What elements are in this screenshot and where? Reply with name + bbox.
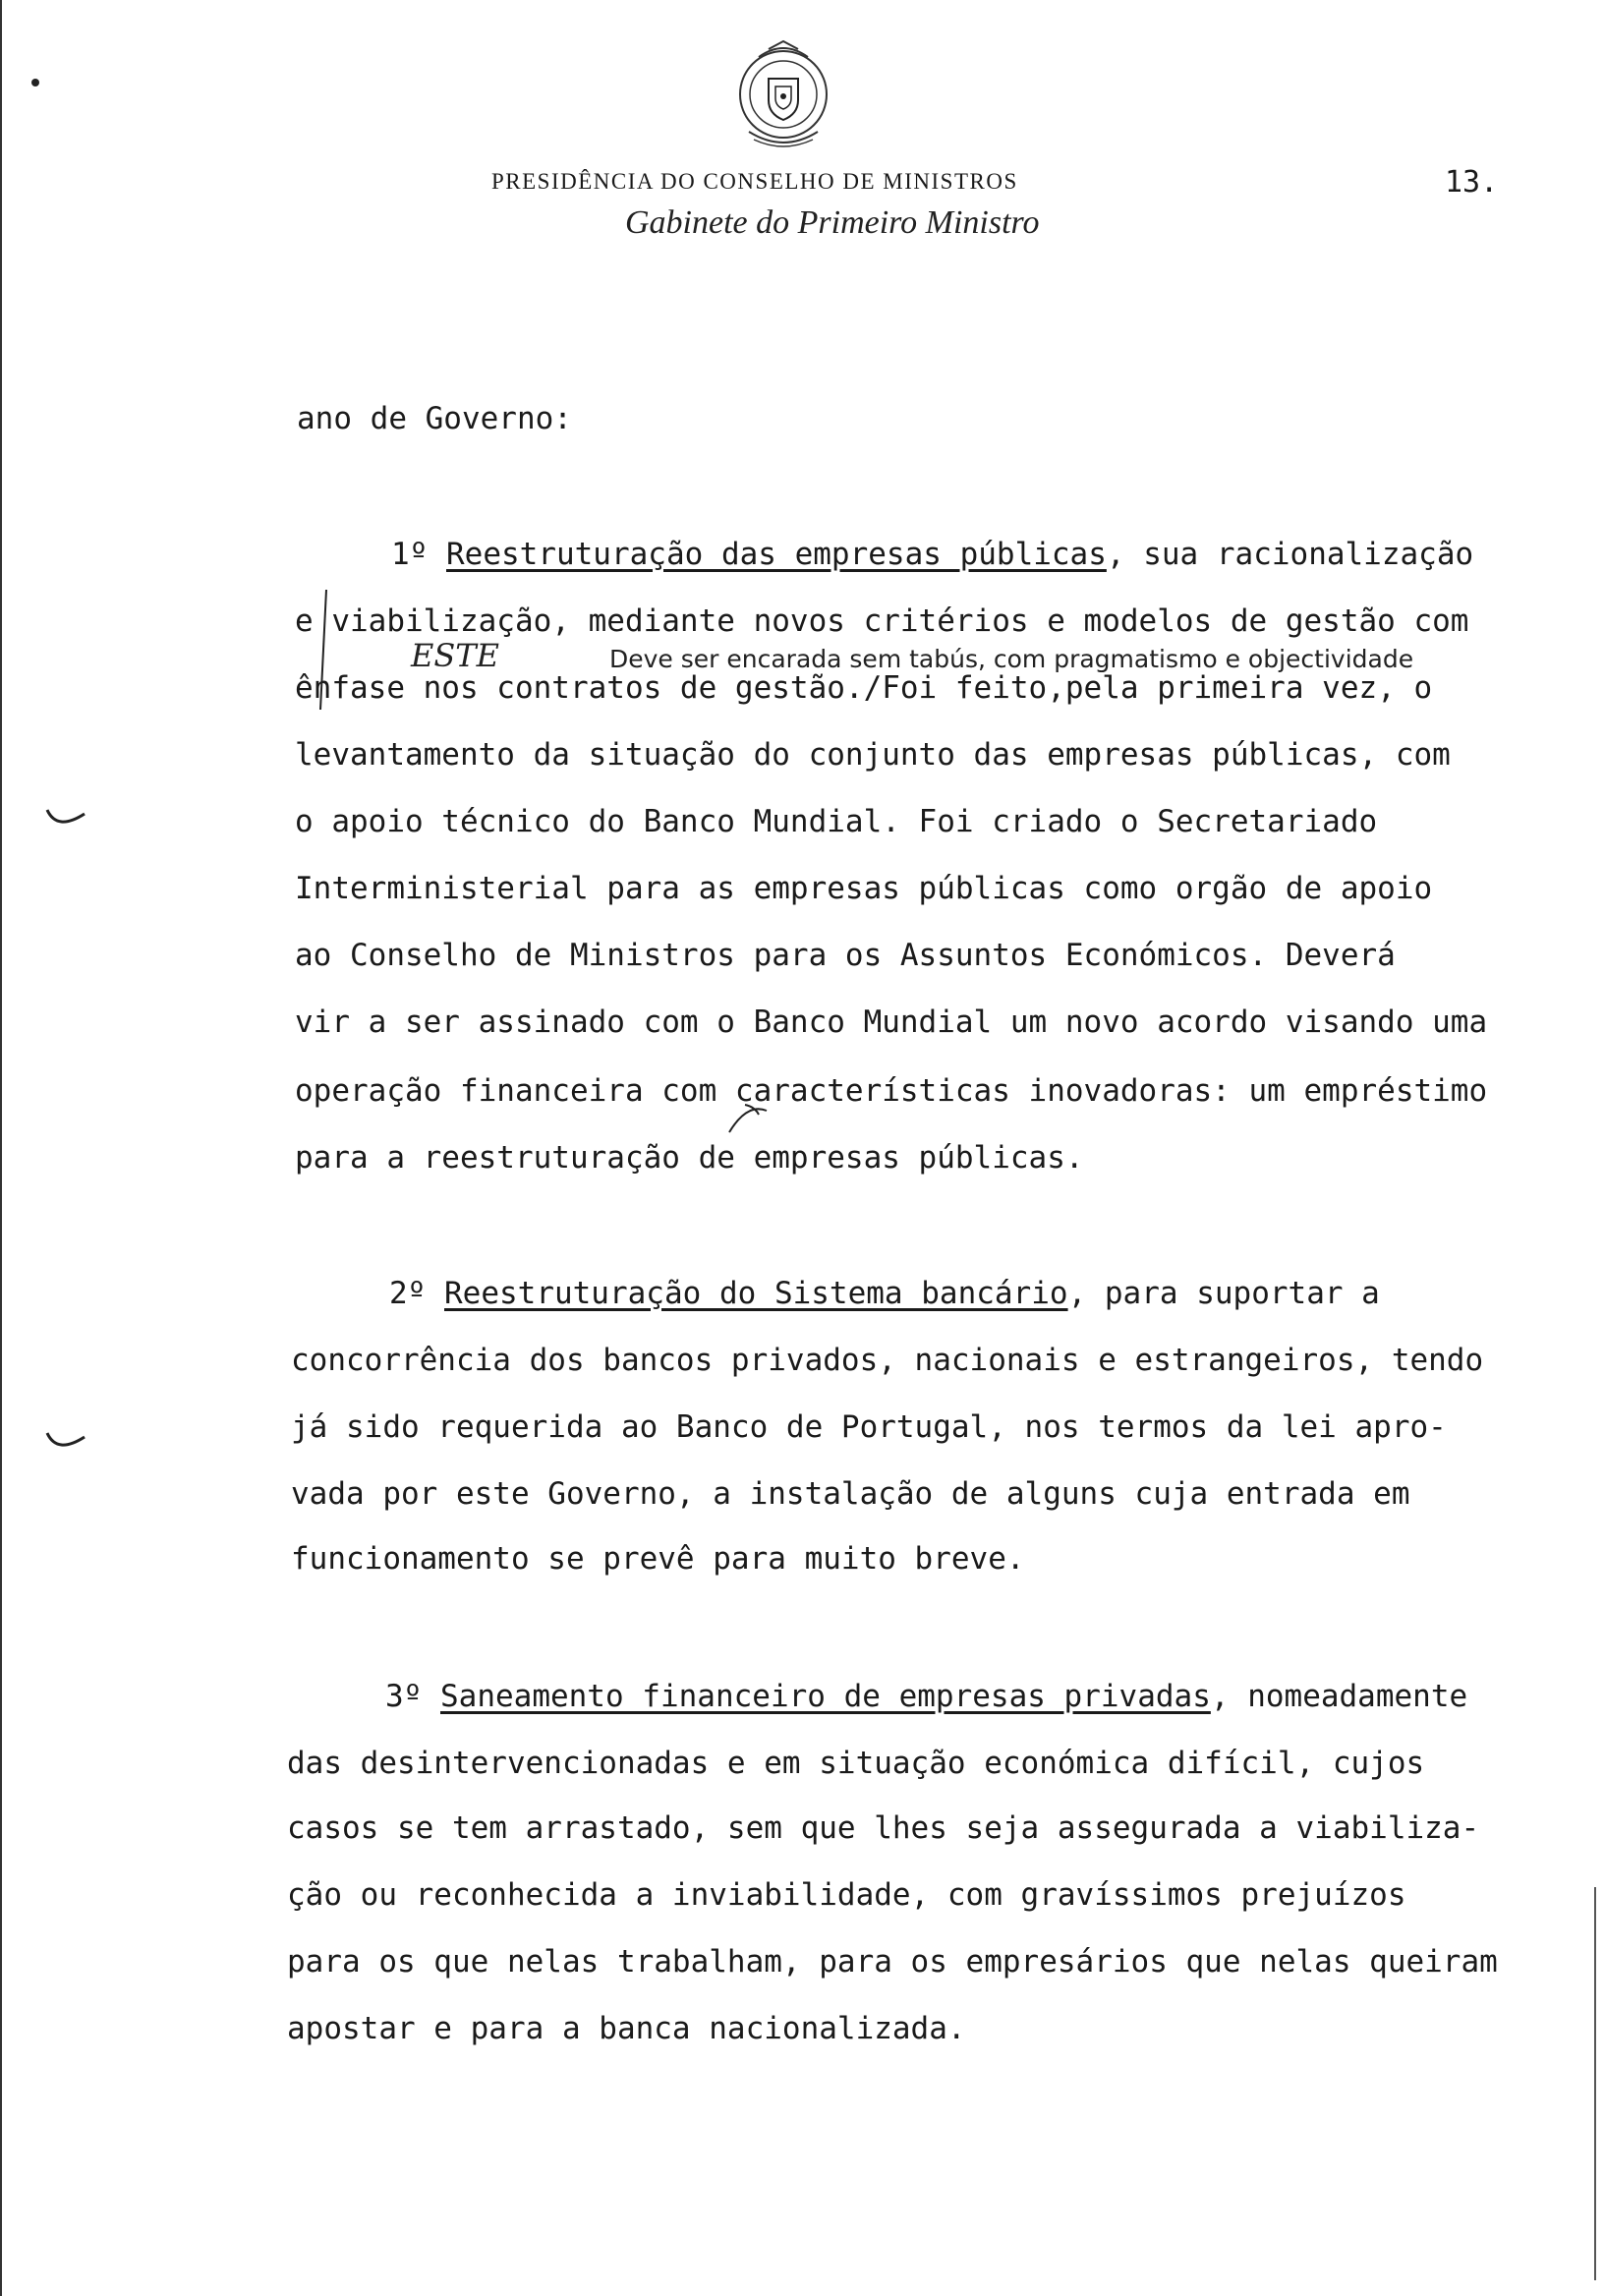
coat-of-arms-emblem [729,37,837,153]
margin-check-mark [43,804,90,833]
text-line: apostar e para a banca nacionalizada. [287,2011,966,2046]
text-line: ênfase nos contratos de gestão./Foi feito,pela primeira vez, o [295,670,1433,706]
text-line: funcionamento se prevê para muito breve. [291,1541,1025,1577]
header-title: PRESIDÊNCIA DO CONSELHO DE MINISTROS [491,169,1018,194]
page-number: 13. [1445,165,1499,200]
margin-check-mark [43,1427,90,1457]
text-line: ao Conselho de Ministros para os Assuntos Económicos. Deverá [295,938,1396,973]
text-line: o apoio técnico do Banco Mundial. Foi criado o Secretariado [295,804,1378,839]
text-line: para os que nelas trabalham, para os empresários que nelas queiram [287,1944,1498,1980]
text-line: para a reestruturação de empresas públicas. [295,1140,1084,1176]
header-subtitle: Gabinete do Primeiro Ministro [625,204,1040,241]
text-line: ção ou reconhecida a inviabilidade, com gravíssimos prejuízos [287,1877,1406,1913]
text-line: levantamento da situação do conjunto das empresas públicas, com [295,737,1451,773]
text-line: 1º Reestruturação das empresas públicas, sua racionalização [391,537,1474,572]
punch-dot [29,77,41,88]
text-line: 3º Saneamento financeiro de empresas privadas, nomeadamente [385,1679,1468,1714]
intro-line: ano de Governo: [297,401,572,436]
text-line: operação financeira com características inovadoras: um empréstimo [295,1073,1488,1109]
correction-mark [723,1099,773,1138]
handwritten-insert: ESTE [411,637,499,674]
text-line: das desintervencionadas e em situação económica difícil, cujos [287,1746,1425,1781]
text-line: e viabilização, mediante novos critérios e modelos de gestão com [295,603,1469,639]
text-line: já sido requerida ao Banco de Portugal, nos termos da lei apro- [291,1409,1447,1445]
page-left-edge [0,0,2,2296]
text-line: Interministerial para as empresas públicas como orgão de apoio [295,871,1433,906]
text-line: concorrência dos bancos privados, nacionais e estrangeiros, tendo [291,1343,1484,1378]
text-line: casos se tem arrastado, sem que lhes seja assegurada a viabiliza- [287,1810,1480,1846]
text-line: 2º Reestruturação do Sistema bancário, para suportar a [389,1276,1380,1311]
text-line: vir a ser assinado com o Banco Mundial um novo acordo visando uma [295,1004,1488,1040]
typed-insert-note: Deve ser encarada sem tabús, com pragmatismo e objectividade [609,645,1414,673]
text-line: vada por este Governo, a instalação de alguns cuja entrada em [291,1476,1410,1512]
page-right-edge [1594,1887,1596,2280]
insertion-mark [313,586,336,714]
